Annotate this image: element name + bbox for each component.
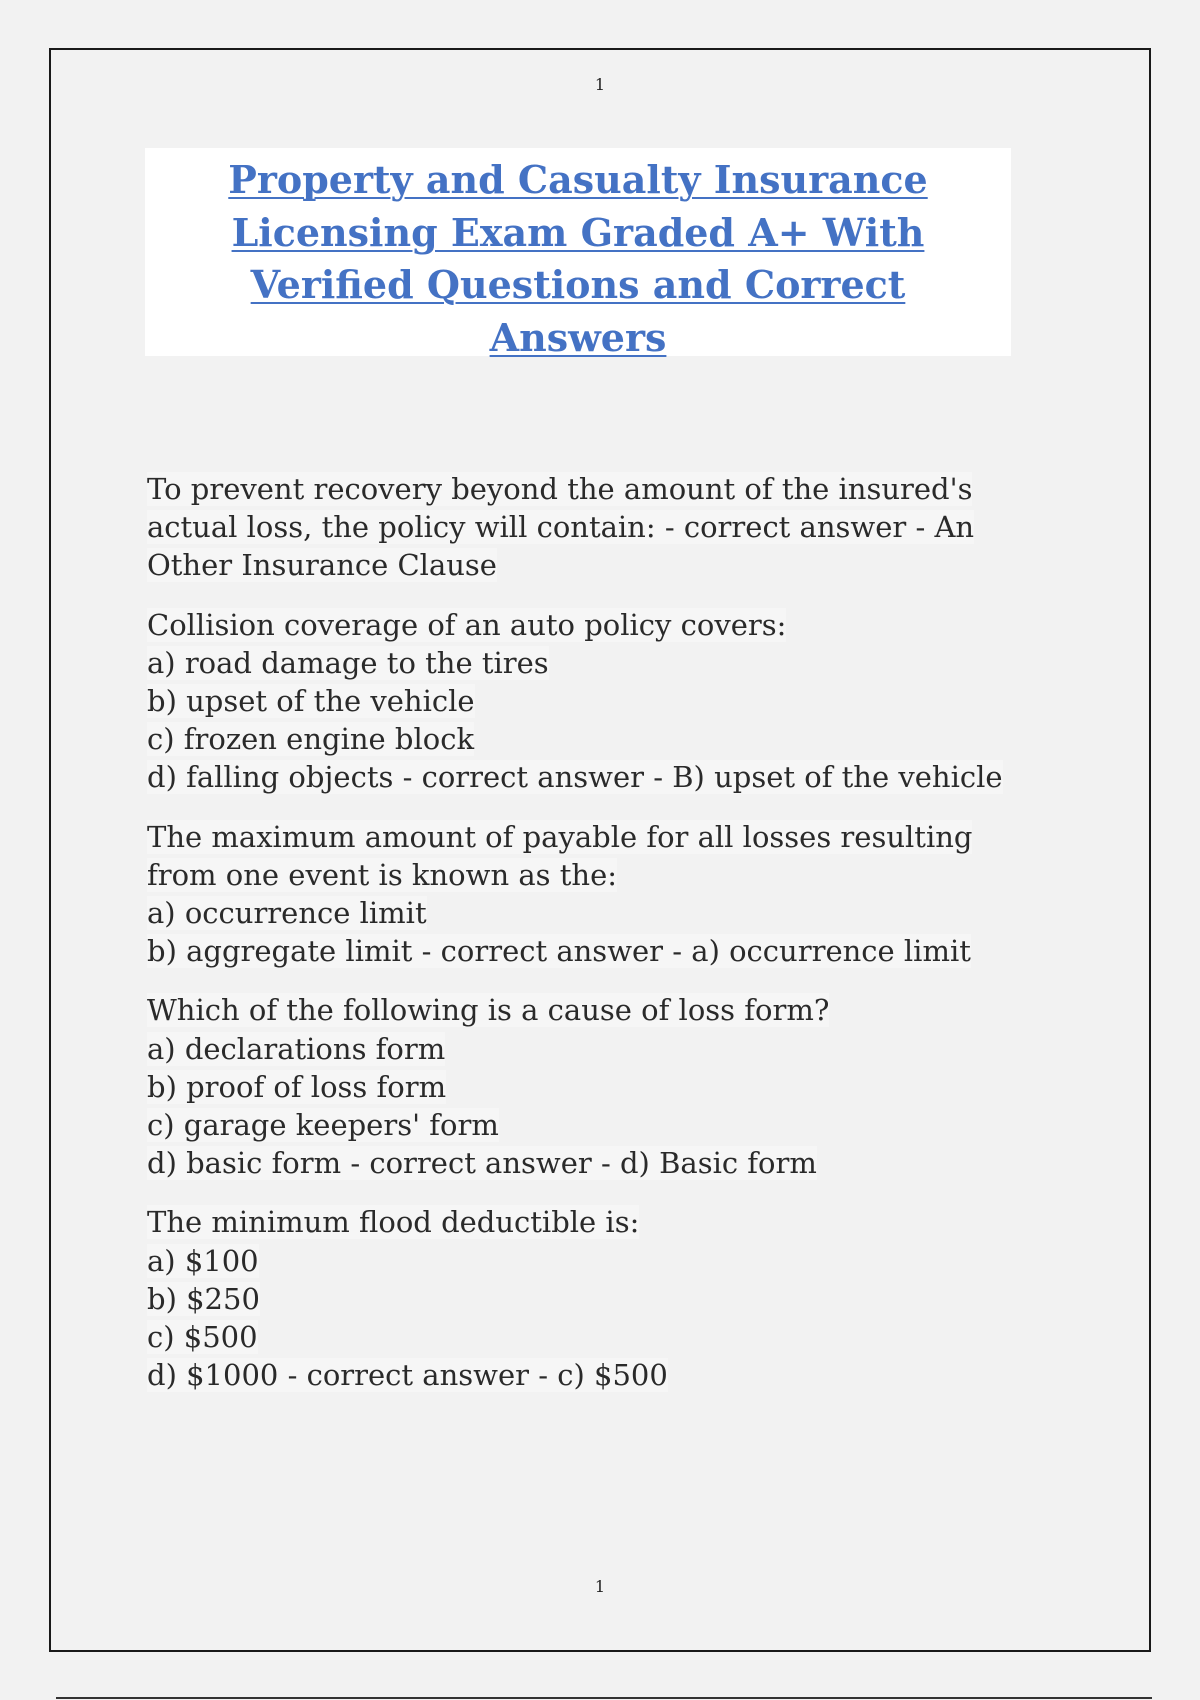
answer-option: a) $100: [147, 1243, 259, 1278]
question-text: The minimum flood deductible is:: [147, 1205, 640, 1240]
answer-option: b) proof of loss form: [147, 1069, 447, 1104]
title-line: Verified Questions and Correct: [250, 262, 906, 307]
answer-option: b) upset of the vehicle: [147, 684, 475, 719]
answer-option: b) $250: [147, 1281, 260, 1316]
page-number-footer: 1: [594, 1577, 606, 1596]
next-page-divider: [56, 1697, 1152, 1699]
answer-option: a) road damage to the tires: [147, 645, 549, 680]
question-text: Which of the following is a cause of loss form?: [147, 993, 830, 1028]
document-title: [145, 148, 1011, 360]
document-page: [49, 48, 1151, 1652]
answer-option: c) frozen engine block: [147, 722, 475, 757]
answer-option: a) occurrence limit: [147, 896, 427, 931]
answer-option: d) $1000 - correct answer - c) $500: [147, 1358, 668, 1393]
question-block-1: [147, 470, 1107, 585]
question-text: Collision coverage of an auto policy covers:: [147, 607, 787, 642]
question-list: [147, 470, 1107, 1415]
page-number-header: 1: [594, 75, 606, 94]
question-text: Other Insurance Clause: [147, 548, 497, 583]
question-block-2: [147, 606, 1107, 797]
question-text: from one event is known as the:: [147, 857, 618, 892]
answer-option: d) basic form - correct answer - d) Basic form: [147, 1146, 817, 1181]
answer-option: c) garage keepers' form: [147, 1108, 499, 1143]
answer-option: a) declarations form: [147, 1031, 446, 1066]
question-text: The maximum amount of payable for all losses resulting: [147, 819, 973, 854]
question-text: To prevent recovery beyond the amount of the insured's: [147, 472, 973, 506]
title-line: Answers: [489, 314, 667, 360]
answer-option: d) falling objects - correct answer - B) upset of the vehicle: [147, 760, 1003, 795]
answer-option: c) $500: [147, 1320, 258, 1355]
question-text: actual loss, the policy will contain: - correct answer - An: [147, 510, 975, 545]
title-line: Property and Casualty Insurance: [228, 157, 928, 202]
question-block-5: [147, 1203, 1107, 1394]
title-line: Licensing Exam Graded A+ With: [231, 209, 925, 255]
question-block-4: [147, 991, 1107, 1182]
answer-option: b) aggregate limit - correct answer - a) occurrence limit: [147, 934, 971, 969]
question-block-3: [147, 818, 1107, 971]
